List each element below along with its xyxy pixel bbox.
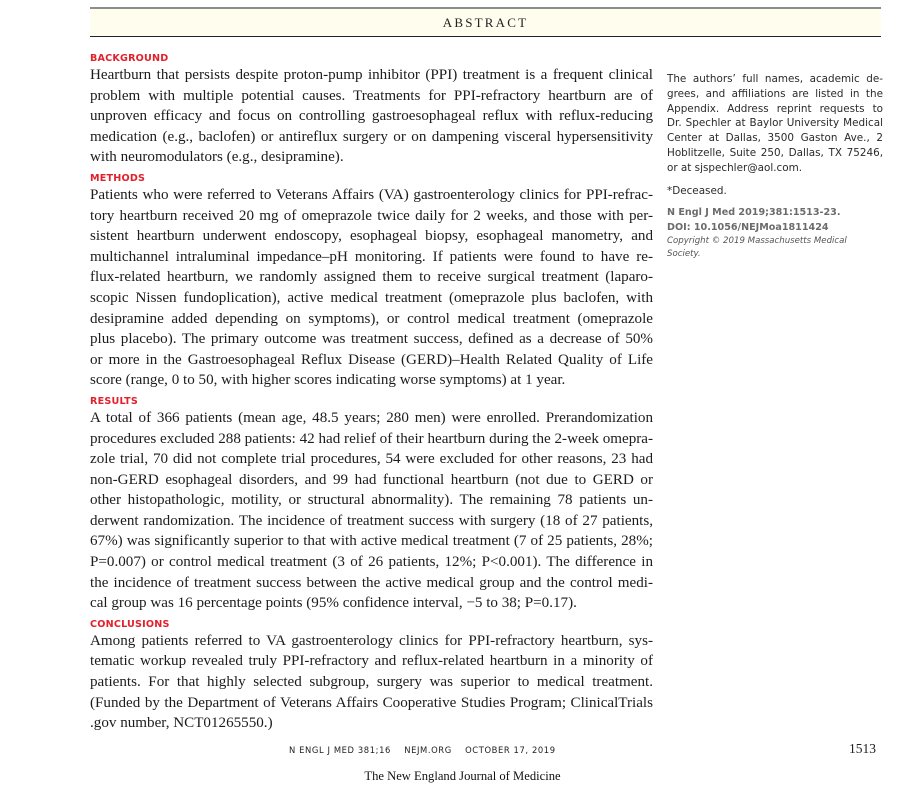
- text-line: tory heartburn received 20 mg of omeprazole twice daily for 2 weeks, and those with per-: [90, 207, 653, 224]
- text-line: Heartburn that persists despite proton-pump inhibitor (PPI) treatment is a frequent clinical: [90, 67, 653, 83]
- text-line: sistent heartburn underwent endoscopy, esophageal biopsy, esophageal manometry, and: [90, 228, 653, 245]
- text-line: tematic workup revealed truly PPI-refractory and reflux-related heartburn in a minority of: [90, 653, 653, 670]
- running-footer: [289, 745, 566, 755]
- text-line: A total of 366 patients (mean age, 48.5 years; 280 men) were enrolled. Prerandomization: [90, 409, 653, 426]
- text-line: (Funded by the Department of Veterans Affairs Cooperative Studies Program; ClinicalTrials: [90, 694, 653, 711]
- text-line: plus placebo). The primary outcome was treatment success, defined as a decrease of 50%: [90, 331, 653, 348]
- text-line: multichannel intraluminal impedance–pH monitoring. If patients were found to have re-: [90, 248, 653, 265]
- text-line: patients. For that highly selected subgroup, surgery was superior to medical treatment.: [90, 674, 653, 691]
- text-line: desipramine added depending on symptoms), or control medical treatment (omeprazole: [90, 310, 653, 327]
- text-line: with neuromodulators (e.g., desipramine).: [90, 149, 344, 166]
- page-number: 1513: [849, 741, 876, 756]
- text-line: Dr. Spechler at Baylor University Medical: [667, 117, 883, 130]
- text-line: Appendix. Address reprint requests to: [667, 102, 883, 115]
- text-line: cal group was 16 percentage points (95% confidence interval, −5 to 38; P=0.17).: [90, 595, 577, 612]
- text-line: unproven efficacy and focus on controlling gastroesophageal reflux with reflux-reducing: [90, 108, 653, 125]
- section-heading: CONCLUSIONS: [90, 618, 170, 630]
- text-line: the incidence of treatment success between the active medical group and the control medi-: [90, 574, 653, 591]
- deceased-note: *Deceased.: [667, 184, 727, 197]
- text-line: zole trial, 70 did not complete trial procedures, 54 were excluded for other reasons, 23 had: [90, 451, 653, 468]
- section-body: [90, 631, 653, 734]
- text-line: scopic Nissen fundoplication), active medical treatment (omeprazole plus baclofen, with: [90, 289, 653, 306]
- author-note: [667, 72, 883, 176]
- section-heading: METHODS: [90, 172, 146, 184]
- text-line: flux-related heartburn, we randomly assigned them to receive surgical treatment (laparo-: [90, 269, 653, 286]
- section-background: [90, 52, 653, 168]
- text-line: procedures excluded 288 patients: 42 had relief of their heartburn during the 2-week omepra-: [90, 430, 653, 447]
- text-line: or more in the Gastroesophageal Reflux Disease (GERD)–Health Related Quality of Life: [90, 351, 653, 368]
- text-line: .gov number, NCT01265550.): [90, 715, 273, 732]
- journal-abbrev: N ENGL J MED 381;16: [289, 745, 391, 755]
- section-methods: [90, 172, 653, 391]
- text-line: other histopathologic, motility, or structural abnormality). The remaining 78 patients un-: [90, 492, 653, 509]
- citation-block: [667, 206, 883, 235]
- section-body: [90, 408, 653, 614]
- text-line: The authors’ full names, academic de-: [667, 73, 883, 85]
- section-heading: RESULTS: [90, 395, 139, 407]
- text-line: problem with multiple potential causes. Treatments for PPI-refractory heartburn are of: [90, 87, 653, 104]
- abstract-title: ABSTRACT: [442, 15, 529, 30]
- section-body: [90, 65, 653, 168]
- section-body: [90, 185, 653, 391]
- text-line: medication (e.g., baclofen) or antireflux surgery or on dampening visceral hypersensitivity: [90, 128, 653, 145]
- abstract-header-band: [90, 7, 881, 37]
- doi: DOI: 10.1056/NEJMoa1811424: [667, 221, 829, 233]
- citation: N Engl J Med 2019;381:1513-23.: [667, 207, 841, 219]
- section-results: [90, 395, 653, 614]
- reprint-email-line: or at sjspechler@aol.com.: [667, 161, 803, 174]
- author-info-sidebar: [667, 72, 883, 261]
- text-line: derwent randomization. The incidence of treatment success with surgery (18 of 27 patients,: [90, 512, 653, 529]
- section-heading: BACKGROUND: [90, 53, 169, 64]
- text-line: Among patients referred to VA gastroenterology clinics for PPI-refractory heartburn, sys-: [90, 632, 653, 649]
- text-line: non-GERD esophageal disorders, and 99 had functional heartburn (not due to GERD or: [90, 471, 653, 488]
- section-conclusions: [90, 618, 653, 734]
- text-line: P=0.007) or control medical treatment (3 of 26 patients, 12%; P<0.001). The difference in: [90, 554, 653, 571]
- text-line: Center at Dallas, 3500 Gaston Ave., 2: [667, 132, 883, 145]
- abstract-main-column: [90, 52, 653, 738]
- issue-date: OCTOBER 17, 2019: [465, 745, 556, 755]
- text-line: score (range, 0 to 50, with higher scores indicating worse symptoms) at 1 year.: [90, 372, 566, 389]
- text-line: Hoblitzelle, Suite 250, Dallas, TX 75246,: [667, 146, 883, 159]
- text-line: Patients who were referred to Veterans Affairs (VA) gastroenterology clinics for PPI-refrac-: [90, 186, 653, 203]
- text-line: grees, and affiliations are listed in the: [667, 87, 883, 100]
- copyright-notice: Copyright © 2019 Massachusetts Medical Society.: [667, 236, 847, 260]
- journal-name: The New England Journal of Medicine: [364, 769, 561, 783]
- text-line: 67%) was significantly superior to that with active medical treatment (7 of 25 patients, 28%;: [90, 533, 653, 550]
- journal-website: NEJM.ORG: [404, 745, 452, 755]
